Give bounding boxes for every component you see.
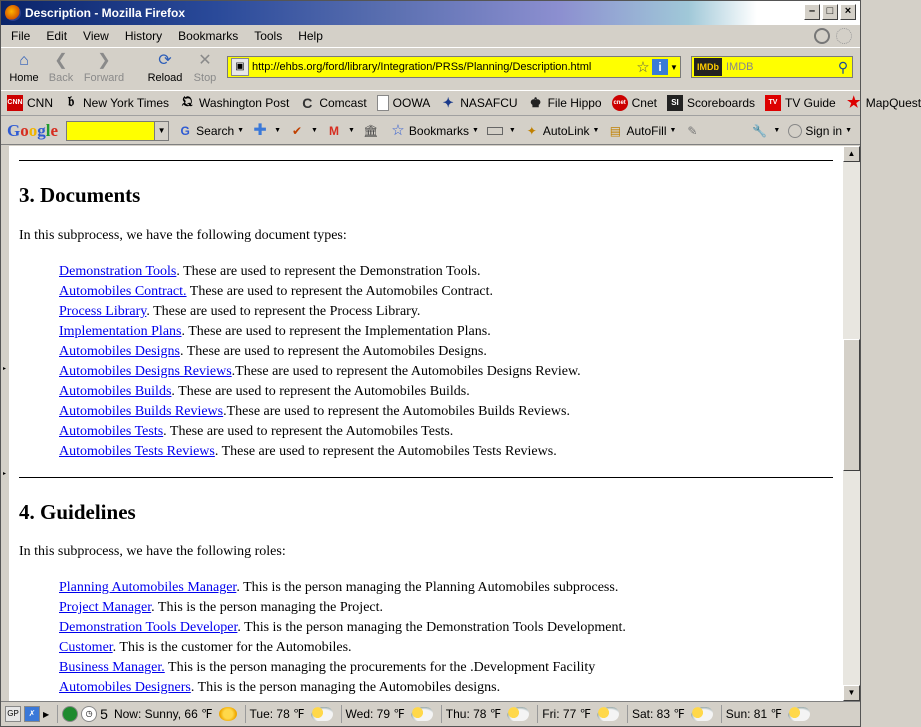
chevron-down-icon[interactable]: ▼ — [237, 127, 245, 134]
item-description: . This is the customer for the Automobiles. — [112, 640, 352, 655]
splitter-grip-icon: ▸ — [3, 471, 7, 477]
maximize-button[interactable]: □ — [822, 4, 838, 20]
list-item — [59, 322, 843, 342]
weather-day[interactable] — [114, 707, 237, 721]
gp-badge[interactable]: GP — [5, 706, 21, 722]
weather-label: Now: Sunny, 66 ℉ — [113, 707, 213, 721]
tvguide-icon: TV — [765, 95, 781, 111]
google-g-icon: G — [180, 123, 190, 138]
comcast-icon: C — [302, 95, 313, 111]
list-item — [59, 382, 843, 402]
home-label: Home — [9, 72, 39, 84]
chevron-down-icon[interactable]: ▼ — [311, 127, 318, 134]
bookmark-cnet[interactable] — [612, 95, 657, 111]
google-search-input[interactable] — [66, 121, 169, 141]
document-link[interactable]: Automobiles Designs — [59, 344, 180, 359]
google-bookmarks-button[interactable] — [390, 123, 479, 139]
document-link[interactable]: Demonstration Tools — [59, 264, 177, 279]
section-heading-documents: 3. Documents — [19, 183, 141, 207]
bookmark-label: Scoreboards — [686, 96, 756, 110]
document-link[interactable]: Automobiles Tests — [59, 424, 164, 439]
bookmark-tv-guide[interactable] — [765, 95, 836, 111]
stop-button[interactable] — [189, 52, 221, 84]
item-description: . These are used to represent the Automobiles Tests. — [163, 424, 454, 439]
window-controls — [804, 4, 856, 20]
clock-icon[interactable]: ◷ — [81, 706, 97, 722]
bookmark-washington-post[interactable] — [179, 95, 289, 111]
highlight-icon — [487, 127, 503, 135]
role-link[interactable]: Business Manager. — [59, 660, 165, 675]
menu-file[interactable]: File — [11, 29, 31, 43]
site-identity-icon[interactable]: ▣ — [231, 58, 249, 76]
section-intro: In this subprocess, we have the following document types: — [19, 228, 347, 243]
gmail-icon: M — [328, 123, 339, 138]
status-separator — [441, 705, 442, 723]
google-settings-button[interactable] — [751, 123, 780, 139]
mapquest-icon: ★ — [846, 94, 861, 111]
list-item — [59, 618, 843, 638]
chevron-down-icon[interactable]: ▼ — [508, 127, 516, 134]
scroll-up-button[interactable]: ▲ — [843, 146, 860, 162]
plus-icon: ✚ — [253, 121, 267, 139]
reload-label: Reload — [147, 72, 183, 84]
list-item — [59, 422, 843, 442]
splitter-grip-icon: ▸ — [3, 366, 7, 372]
role-link[interactable]: Automobiles Designers — [59, 680, 191, 695]
chevron-down-icon[interactable]: ▼ — [471, 127, 479, 134]
wapo-icon: 𝔔 — [181, 95, 193, 110]
role-link[interactable]: Customer — [59, 640, 113, 655]
bookmark-mapquest[interactable] — [846, 95, 921, 111]
item-description: . This is the person managing the Demonstration Tools Development. — [237, 620, 626, 635]
filehippo-icon: ♚ — [529, 95, 542, 110]
vertical-scrollbar[interactable] — [843, 146, 860, 701]
partly-cloudy-icon — [411, 707, 433, 721]
weather-label: Wed: 79 ℉ — [345, 707, 405, 721]
google-sign-in-button[interactable] — [788, 124, 852, 138]
partly-cloudy-icon — [507, 707, 529, 721]
autolink-button[interactable] — [524, 123, 600, 139]
item-description: . These are used to represent the Automobiles Designs. — [179, 344, 487, 359]
menu-view[interactable]: View — [83, 29, 109, 43]
google-plus-button[interactable] — [252, 123, 281, 139]
weather-label: Thu: 78 ℉ — [445, 707, 502, 721]
reload-button[interactable] — [145, 52, 185, 84]
close-button[interactable]: × — [840, 4, 856, 20]
bookmark-star-icon[interactable]: ☆ — [636, 59, 650, 76]
role-link[interactable]: Demonstration Tools Developer — [59, 620, 238, 635]
stop-label: Stop — [193, 72, 217, 84]
autolink-label: AutoLink — [542, 123, 590, 138]
info-icon[interactable]: i — [652, 59, 668, 75]
list-item — [59, 578, 843, 598]
bookmark-file-hippo[interactable] — [528, 95, 602, 111]
chevron-down-icon[interactable]: ▼ — [773, 127, 781, 134]
weather-day[interactable] — [533, 705, 619, 723]
item-description: .These are used to represent the Automobiles Builds Reviews. — [223, 404, 570, 419]
bookmark-cnn[interactable] — [7, 95, 53, 111]
url-dropdown-icon[interactable]: ▼ — [670, 62, 678, 72]
chevron-down-icon[interactable]: ▼ — [592, 127, 600, 134]
list-item — [59, 658, 843, 678]
item-description: . These are used to represent the Automobiles Tests Reviews. — [214, 444, 557, 459]
list-item — [59, 342, 843, 362]
window-title: Description - Mozilla Firefox — [25, 6, 186, 20]
bookmark-label: NASAFCU — [460, 96, 518, 110]
search-box[interactable] — [691, 56, 853, 78]
back-label: Back — [48, 72, 74, 84]
page-content — [9, 146, 843, 701]
nyt-icon: 𝔟 — [67, 95, 75, 110]
star-icon: ☆ — [391, 121, 405, 139]
weather-day[interactable] — [717, 705, 810, 723]
weather-label: Fri: 77 ℉ — [542, 707, 591, 721]
menu-bookmarks[interactable]: Bookmarks — [178, 29, 239, 43]
forward-label: Forward — [83, 72, 125, 84]
menu-edit[interactable]: Edit — [46, 29, 68, 43]
google-bookmarks-label: Bookmarks — [408, 123, 469, 138]
search-input[interactable]: IMDB — [726, 61, 754, 73]
google-highlight-button[interactable] — [487, 127, 516, 135]
weather-day[interactable] — [623, 705, 713, 723]
document-link[interactable]: Implementation Plans — [59, 324, 182, 339]
list-item — [59, 362, 843, 382]
list-item — [59, 302, 843, 322]
navigation-toolbar — [1, 47, 860, 89]
reload-icon: ⟳ — [158, 52, 172, 69]
role-link[interactable]: Planning Automobiles Manager — [59, 580, 237, 595]
list-item — [59, 442, 843, 462]
item-description: .These are used to represent the Automobiles Designs Review. — [231, 364, 581, 379]
weather-day[interactable] — [241, 705, 333, 723]
item-description: . These are used to represent the Demonstration Tools. — [176, 264, 481, 279]
bookmark-label: Washington Post — [199, 96, 290, 110]
status-separator — [537, 705, 538, 723]
home-icon: ⌂ — [19, 52, 29, 69]
item-description: . This is the person managing the Automobiles designs. — [190, 680, 501, 695]
google-home-button[interactable] — [363, 123, 382, 139]
list-item — [59, 282, 843, 302]
role-list — [59, 578, 843, 698]
partly-cloudy-icon — [691, 707, 713, 721]
back-arrow-icon: ❮ — [54, 52, 68, 69]
user-circle-icon — [788, 124, 802, 138]
title-bar — [1, 1, 860, 25]
bookmark-oowa[interactable] — [377, 95, 431, 111]
sun-icon — [219, 707, 237, 721]
bookmark-label: New York Times — [83, 96, 170, 110]
count-badge: 5 — [100, 706, 108, 722]
bookmark-nasafcu[interactable] — [440, 95, 517, 111]
weather-forecast — [114, 705, 814, 723]
si-icon: SI — [667, 95, 683, 111]
item-description: . These are used to represent the Process Library. — [146, 304, 421, 319]
list-item — [59, 638, 843, 658]
bookmarks-toolbar — [1, 90, 921, 116]
list-item — [59, 402, 843, 422]
address-bar[interactable] — [227, 56, 681, 78]
throbber-icon — [836, 28, 852, 44]
bookmark-label: Cnet — [631, 96, 657, 110]
google-search-label: Search — [196, 123, 235, 138]
magic-wand-icon: ✦ — [526, 123, 537, 138]
bookmark-label: OOWA — [392, 96, 431, 110]
firefox-icon — [5, 5, 21, 21]
partly-cloudy-icon — [311, 707, 333, 721]
google-search-button[interactable] — [177, 123, 244, 139]
gmail-button[interactable] — [326, 123, 355, 139]
search-engine-icon[interactable]: IMDb — [694, 58, 722, 76]
scroll-thumb[interactable] — [843, 339, 860, 471]
menu-tools[interactable]: Tools — [254, 29, 283, 43]
partly-cloudy-icon — [597, 707, 619, 721]
share-icon: ✔ — [292, 123, 303, 138]
search-icon[interactable]: ⚲ — [837, 58, 849, 75]
weather-label: Tue: 78 ℉ — [249, 707, 305, 721]
building-icon: 🏛 — [363, 123, 379, 138]
bookmark-scoreboards[interactable] — [667, 95, 755, 111]
chevron-down-icon[interactable]: ▼ — [347, 127, 355, 134]
status-icon[interactable] — [814, 28, 830, 44]
chevron-down-icon[interactable]: ▼ — [845, 127, 852, 134]
role-link[interactable]: Project Manager — [59, 600, 152, 615]
addon-icon[interactable]: ✗ — [24, 706, 40, 722]
pen-icon: ✎ — [687, 123, 698, 138]
back-button[interactable] — [45, 52, 77, 84]
document-link[interactable]: Automobiles Builds Reviews — [59, 404, 224, 419]
status-separator — [627, 705, 628, 723]
weather-label: Sat: 83 ℉ — [632, 707, 685, 721]
document-list — [59, 262, 843, 462]
status-separator — [57, 705, 58, 723]
item-description: This is the person managing the procurements for the .Development Facility — [164, 660, 596, 675]
sign-in-label: Sign in — [805, 123, 843, 138]
bookmark-label: CNN — [27, 96, 53, 110]
document-link[interactable]: Automobiles Builds — [59, 384, 172, 399]
sidebar-splitter[interactable] — [1, 146, 9, 701]
autofill-label: AutoFill — [626, 123, 667, 138]
google-logo[interactable]: Google — [7, 120, 59, 140]
form-icon: ▤ — [609, 123, 622, 138]
minimize-button[interactable]: – — [804, 4, 820, 20]
nasafcu-icon: ✦ — [442, 95, 454, 110]
wrench-icon: 🔧 — [751, 123, 767, 138]
page-icon — [377, 95, 389, 111]
document-link[interactable]: Process Library — [59, 304, 147, 319]
status-separator — [245, 705, 246, 723]
chevron-down-icon[interactable]: ▼ — [274, 127, 282, 134]
url-field[interactable]: http://ehbs.org/ford/library/Integration/PRSs/Planning/Description.html — [252, 61, 592, 73]
item-description: . These are used to represent the Automobiles Builds. — [171, 384, 470, 399]
forward-button[interactable] — [81, 52, 127, 84]
bookmark-new-york-times[interactable] — [63, 95, 169, 111]
item-description: . This is the person managing the Planning Automobiles subprocess. — [236, 580, 619, 595]
partly-cloudy-icon — [788, 707, 810, 721]
security-icon[interactable] — [62, 706, 78, 722]
item-description: These are used to represent the Automobiles Contract. — [186, 284, 494, 299]
bookmark-label: TV Guide — [785, 96, 836, 110]
autofill-button[interactable] — [607, 123, 676, 139]
forward-arrow-icon: ❯ — [97, 52, 111, 69]
google-pen-button[interactable] — [684, 123, 703, 139]
section-heading-guidelines: 4. Guidelines — [19, 500, 136, 524]
status-bar — [1, 701, 860, 726]
weather-day[interactable] — [437, 705, 529, 723]
weather-label: Sun: 81 ℉ — [725, 707, 782, 721]
chevron-down-icon[interactable]: ▼ — [154, 122, 168, 140]
chevron-right-icon[interactable]: ▶ — [43, 709, 50, 719]
document-link[interactable]: Automobiles Designs Reviews — [59, 364, 232, 379]
cnn-icon: CNN — [7, 95, 23, 111]
bookmark-label: Comcast — [319, 96, 367, 110]
google-toolbar — [1, 117, 860, 145]
stop-icon: ✕ — [198, 52, 212, 69]
document-link[interactable]: Automobiles Tests Reviews — [59, 444, 215, 459]
bookmark-comcast[interactable] — [299, 95, 366, 111]
menu-help[interactable]: Help — [298, 29, 323, 43]
scroll-down-button[interactable]: ▼ — [843, 685, 860, 701]
list-item — [59, 262, 843, 282]
status-separator — [721, 705, 722, 723]
status-separator — [341, 705, 342, 723]
menu-history[interactable]: History — [124, 29, 163, 43]
bookmark-label: MapQuest — [865, 96, 921, 110]
weather-day[interactable] — [337, 705, 433, 723]
bookmark-label: File Hippo — [547, 96, 602, 110]
menu-bar — [1, 25, 860, 47]
chevron-down-icon[interactable]: ▼ — [669, 127, 677, 134]
item-description: . These are used to represent the Implementation Plans. — [181, 324, 491, 339]
section-intro: In this subprocess, we have the following roles: — [19, 544, 286, 559]
document-link[interactable]: Automobiles Contract. — [59, 284, 187, 299]
home-button[interactable] — [7, 52, 41, 84]
google-share-button[interactable] — [289, 123, 318, 139]
list-item — [59, 678, 843, 698]
item-description: . This is the person managing the Project. — [151, 600, 384, 615]
cnet-icon: cnet — [612, 95, 628, 111]
list-item — [59, 598, 843, 618]
